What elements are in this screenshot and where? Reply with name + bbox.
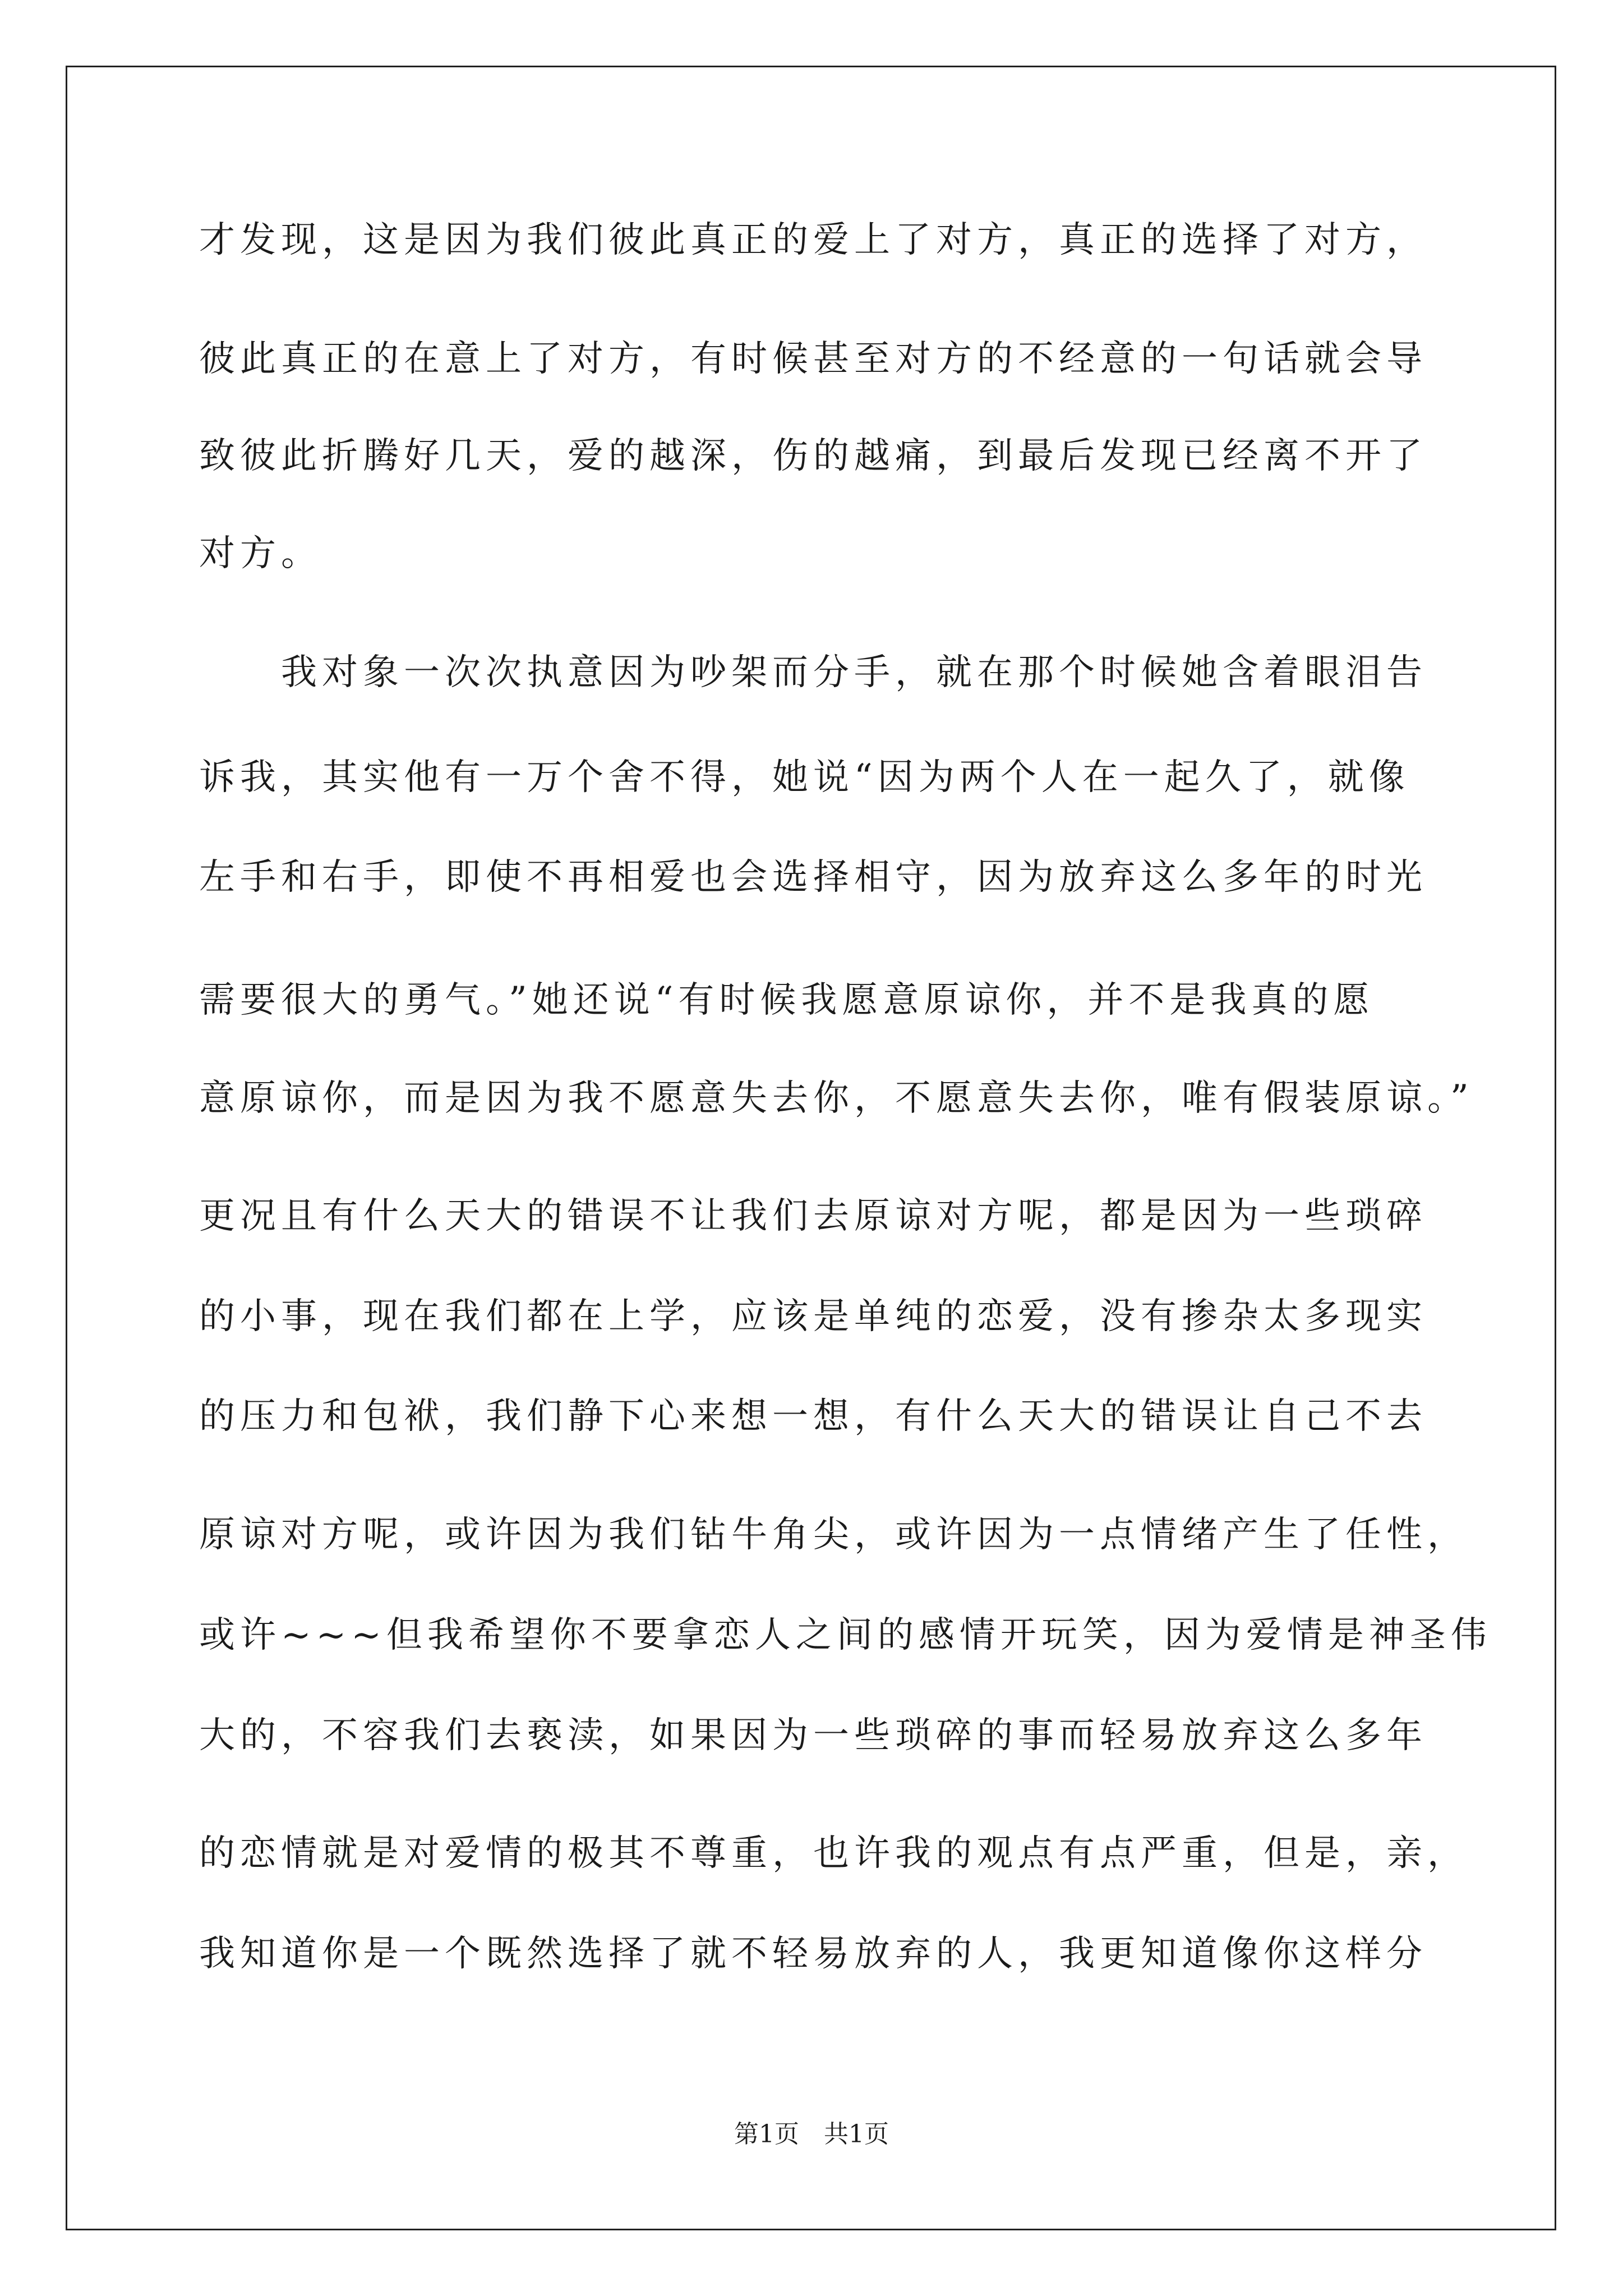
text-line: 我知道你是一个既然选择了就不轻易放弃的人，我更知道像你这样分 xyxy=(199,1933,1427,1975)
text-line: 的小事，现在我们都在上学，应该是单纯的恋爱，没有掺杂太多现实 xyxy=(199,1296,1427,1337)
text-line: 的压力和包袱，我们静下心来想一想，有什么天大的错误让自己不去 xyxy=(199,1396,1427,1437)
text-line: 致彼此折腾好几天，爱的越深，伤的越痛，到最后发现已经离不开了 xyxy=(199,435,1427,477)
text-line: 原谅对方呢，或许因为我们钻牛角尖，或许因为一点情绪产生了任性， xyxy=(199,1514,1468,1556)
page-border xyxy=(66,66,1556,2230)
text-line: 彼此真正的在意上了对方，有时候甚至对方的不经意的一句话就会导 xyxy=(199,338,1427,380)
text-line: 左手和右手，即使不再相爱也会选择相守，因为放弃这么多年的时光 xyxy=(199,857,1427,898)
text-line: 大的，不容我们去亵渎，如果因为一些琐碎的事而轻易放弃这么多年 xyxy=(199,1715,1427,1756)
text-line: 诉我，其实他有一万个舍不得，她说“因为两个人在一起久了，就像 xyxy=(199,757,1410,798)
text-line: 才发现，这是因为我们彼此真正的爱上了对方，真正的选择了对方， xyxy=(199,219,1427,261)
text-line: 需要很大的勇气。”她还说“有时候我愿意原谅你，并不是我真的愿 xyxy=(199,979,1375,1021)
text-line: 对方。 xyxy=(199,533,322,574)
text-line: 的恋情就是对爱情的极其不尊重，也许我的观点有点严重，但是，亲， xyxy=(199,1833,1468,1874)
text-line: 或许~~~但我希望你不要拿恋人之间的感情开玩笑，因为爱情是神圣伟 xyxy=(199,1614,1492,1656)
text-line: 更况且有什么天大的错误不让我们去原谅对方呢，都是因为一些琐碎 xyxy=(199,1195,1427,1237)
page-footer: 第1页 共1页 xyxy=(734,2120,889,2148)
text-line: 意原谅你，而是因为我不愿意失去你，不愿意失去你，唯有假装原谅。” xyxy=(199,1078,1474,1119)
text-line: 我对象一次次执意因为吵架而分手，就在那个时候她含着眼泪告 xyxy=(199,652,1427,693)
